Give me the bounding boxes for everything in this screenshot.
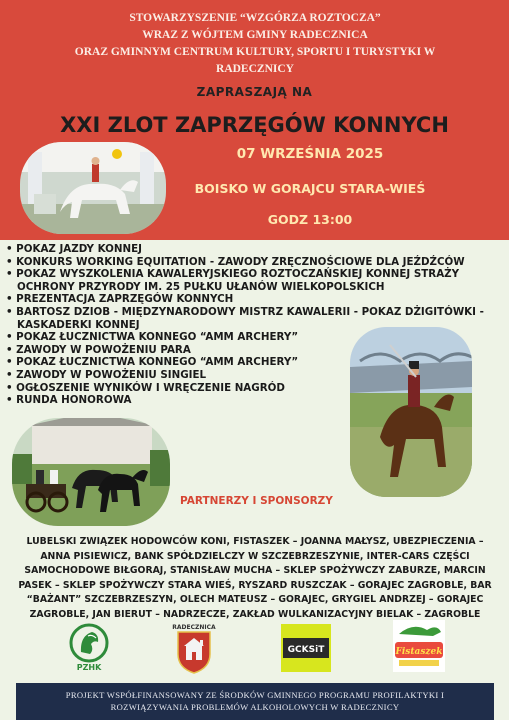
- fistaszek-logo: [393, 620, 445, 672]
- footer-line: PROJEKT WSPÓŁFINANSOWANY ZE ŚRODKÓW GMINNEGO PROGRAMU PROFILAKTYKI I: [65, 690, 445, 700]
- gcksit-logo: [281, 624, 331, 672]
- gcksit-logo-text: GCKSiT: [287, 645, 325, 655]
- event-title: XXI ZLOT ZAPRZĘGÓW KONNYCH: [60, 113, 449, 137]
- fistaszek-logo-text: Fistaszek: [395, 647, 443, 657]
- program-item: • KONKURS WORKING EQUITATION - ZAWODY ZRĘCZNOŚCIOWE DLA JEŹDŹCÓW: [6, 256, 500, 269]
- program-item: • POKAZ JAZDY KONNEJ: [6, 243, 500, 256]
- event-time: GODZ 13:00: [267, 212, 353, 227]
- photo-carriage: [12, 418, 170, 526]
- program-item: • ZAWODY W POWOŻENIU PARA: [6, 344, 346, 357]
- organizers: [70, 10, 440, 78]
- organizer-line: STOWARZYSZENIE “WZGÓRZA ROZTOCZA”: [129, 12, 381, 24]
- program-item: • POKAZ WYSZKOLENIA KAWALERYJSKIEGO ROZTOCZAŃSKIEJ KONNEJ STRAŻY OCHRONY PRZYRODY IM. 25 PUŁKU UŁANÓW WIELKOPOLSKICH: [6, 268, 500, 293]
- organizer-line: WRAZ Z WÓJTEM GMINY RADECZNICA: [142, 29, 368, 41]
- radecznica-coat-of-arms: [170, 622, 218, 674]
- pzhk-logo-text: PZHK: [76, 663, 102, 672]
- header-banner: [0, 0, 509, 240]
- program-item: • POKAZ ŁUCZNICTWA KONNEGO “AMM ARCHERY”: [6, 331, 346, 344]
- footer-line: ROZWIĄZYWANIA PROBLEMÓW ALKOHOLOWYCH W RADECZNICY: [110, 702, 400, 712]
- event-date: 07 WRZEŚNIA 2025: [236, 146, 384, 162]
- funding-footer: [16, 683, 494, 720]
- program-item: • ZAWODY W POWOŻENIU SINGIEL: [6, 369, 346, 382]
- photo-horse-rider: [350, 327, 472, 497]
- pzhk-logo: [66, 622, 112, 672]
- program-item: • OGŁOSZENIE WYNIKÓW I WRĘCZENIE NAGRÓD: [6, 382, 346, 395]
- program-item: • PREZENTACJA ZAPRZĘGÓW KONNYCH: [6, 293, 500, 306]
- organizer-line: ORAZ GMINNYM CENTRUM KULTURY, SPORTU I TURYSTYKI W RADECZNICY: [74, 46, 436, 75]
- photo-horse-show: [20, 142, 166, 234]
- program-item: • POKAZ ŁUCZNICTWA KONNEGO “AMM ARCHERY”: [6, 356, 346, 369]
- event-place: BOISKO W GORAJCU STARA-WIEŚ: [194, 181, 426, 196]
- invite-text: ZAPRASZAJĄ NA: [196, 85, 313, 99]
- program-item: • BARTOSZ DZIOB - MIĘDZYNARODOWY MISTRZ KAWALERII - POKAZ DŻIGITÓWKI - KASKADERKI KONNEJ: [6, 306, 500, 331]
- program-item: • RUNDA HONOROWA: [6, 394, 346, 407]
- radecznica-logo-text: RADECZNICA: [172, 624, 216, 631]
- partners-title: PARTNERZY I SPONSORZY: [180, 495, 333, 507]
- partners-list: LUBELSKI ZWIĄZEK HODOWCÓW KONI, FISTASZEK – JOANNA MAŁYSZ, UBEZPIECZENIA – ANNA PISIEWICZ, BANK SPÓŁDZIELCZY W SZCZEBRZESZYNIE, INTER-CARS CZĘŚCI SAMOCHODOWE BIŁGORAJ, STANISŁAW MUCHA – SKLEP SPOŻYWCZY ZABURZE, MARCIN PASEK – SKLEP SPOŻYWCZY STARA WIEŚ, RYSZARD RUSZCZAK – GORAJEC ZAGROBLE, BAR “BAŻANT” SZCZEBRZESZYN, OLECH MATEUSZ – GORAJEC, GRYGIEL ANDRZEJ – GORAJEC ZAGROBLE, JAN BIERUT – NADRZECZE, ZAKŁAD WULKANIZACYJNY BIELAK – ZAGROBLE: [18, 536, 492, 620]
